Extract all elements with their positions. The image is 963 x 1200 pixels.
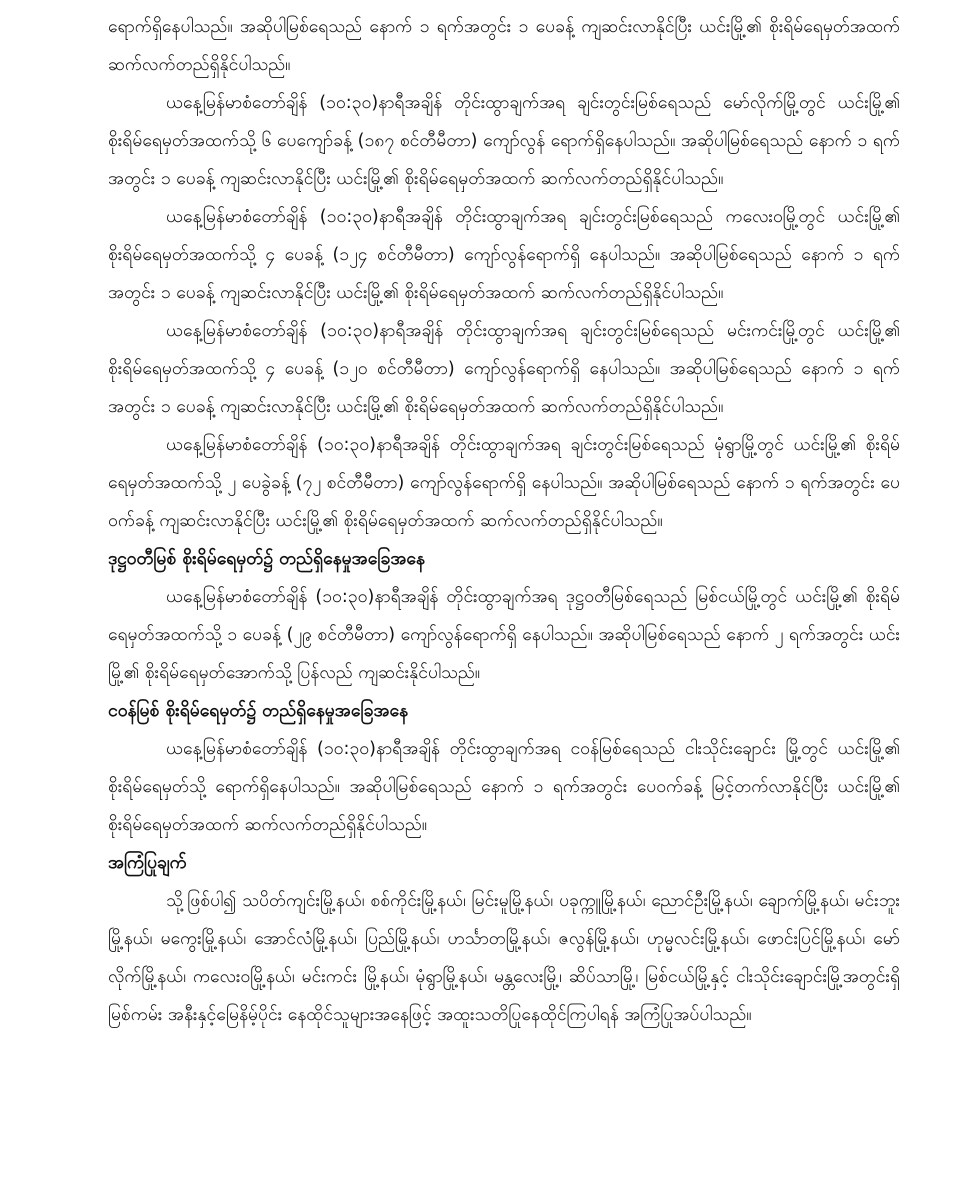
paragraph-dokhtawady-myitnge: ယနေ့မြန်မာစံတော်ချိန် (၁၀:၃၀)နာရီအချိန် တိုင်းထွာချက်အရ ဒုဋ္ဌဝတီမြစ်ရေသည် မြစ်ငယ်မြို့တွင် ယင်းမြို့၏ စိုးရိမ်ရေမှတ်အထက်သို့ ၁ ပေခန့် (၂၉ စင်တီမီတာ) ကျော်လွန်ရောက်ရှိ နေပါသည်။ အဆိုပါမြစ်ရေသည် နောက် ၂ ရက်အတွင်း ယင်းမြို့၏ စိုးရိမ်ရေမှတ်အောက်သို့ ပြန်လည် ကျဆင်းနိုင်ပါသည်။ bbox=[108, 587, 900, 683]
paragraph-chindwin-kalewa: ယနေ့မြန်မာစံတော်ချိန် (၁၀:၃၀)နာရီအချိန် တိုင်းထွာချက်အရ ချင်းတွင်းမြစ်ရေသည် ကလေးဝမြို့တွင် ယင်းမြို့၏ စိုးရိမ်ရေမှတ်အထက်သို့ ၄ ပေခန့် (၁၂၄ စင်တီမီတာ) ကျော်လွန်ရောက်ရှိ နေပါသည်။ အဆိုပါမြစ်ရေသည် နောက် ၁ ရက်အတွင်း ၁ ပေခန့် ကျဆင်းလာနိုင်ပြီး ယင်းမြို့၏ စိုးရိမ်ရေမှတ်အထက် ဆက်လက်တည်ရှိနိုင်ပါသည်။ bbox=[108, 207, 900, 303]
section-heading-dokhtawady: ဒုဋ္ဌဝတီမြစ် စိုးရိမ်ရေမှတ်၌ တည်ရှိနေမှုအခြေအနေ bbox=[108, 549, 425, 569]
document-page bbox=[108, 8, 900, 1034]
paragraph-ngawun-ngathaingchaung: ယနေ့မြန်မာစံတော်ချိန် (၁၀:၃၀)နာရီအချိန် တိုင်းထွာချက်အရ ငဝန်မြစ်ရေသည် ငါးသိုင်းချောင်း မြို့တွင် ယင်းမြို့၏ စိုးရိမ်ရေမှတ်သို့ ရောက်ရှိနေပါသည်။ အဆိုပါမြစ်ရေသည် နောက် ၁ ရက်အတွင်း ပေဝက်ခန့် မြင့်တက်လာနိုင်ပြီး ယင်းမြို့၏ စိုးရိမ်ရေမှတ်အထက် ဆက်လက်တည်ရှိနိုင်ပါသည်။ bbox=[108, 739, 900, 835]
paragraph-chindwin-continuation: ရောက်ရှိနေပါသည်။ အဆိုပါမြစ်ရေသည် နောက် ၁ ရက်အတွင်း ၁ ပေခန့် ကျဆင်းလာနိုင်ပြီး ယင်းမြို့၏ စိုးရိမ်ရေမှတ်အထက် ဆက်လက်တည်ရှိနိုင်ပါသည်။ bbox=[108, 17, 900, 75]
paragraph-chindwin-monywa: ယနေ့မြန်မာစံတော်ချိန် (၁၀:၃၀)နာရီအချိန် တိုင်းထွာချက်အရ ချင်းတွင်းမြစ်ရေသည် မုံရွာမြို့တွင် ယင်းမြို့၏ စိုးရိမ်ရေမှတ်အထက်သို့ ၂ ပေခွဲခန့် (၇၂ စင်တီမီတာ) ကျော်လွန်ရောက်ရှိ နေပါသည်။ အဆိုပါမြစ်ရေသည် နောက် ၁ ရက်အတွင်း ပေဝက်ခန့် ကျဆင်းလာနိုင်ပြီး ယင်းမြို့၏ စိုးရိမ်ရေမှတ်အထက် ဆက်လက်တည်ရှိနိုင်ပါသည်။ bbox=[108, 435, 900, 531]
paragraph-advice: သို့ဖြစ်ပါ၍ သပိတ်ကျင်းမြို့နယ်၊ စစ်ကိုင်းမြို့နယ်၊ မြင်းမူမြို့နယ်၊ ပခုက္ကူမြို့နယ်၊ ညောင်ဦးမြို့နယ်၊ ချောက်မြို့နယ်၊ မင်းဘူးမြို့နယ်၊ မကွေးမြို့နယ်၊ အောင်လံမြို့နယ်၊ ပြည်မြို့နယ်၊ ဟင်္သာတမြို့နယ်၊ ဇလွန်မြို့နယ်၊ ဟုမ္မလင်းမြို့နယ်၊ ဖောင်းပြင်မြို့နယ်၊ မော်လိုက်မြို့နယ်၊ ကလေးဝမြို့နယ်၊ မင်းကင်း မြို့နယ်၊ မုံရွာမြို့နယ်၊ မန္တလေးမြို့၊ ဆိပ်သာမြို့၊ မြစ်ငယ်မြို့နှင့် ငါးသိုင်းချောင်းမြို့အတွင်းရှိ မြစ်ကမ်း အနီးနှင့်မြေနိမ့်ပိုင်း နေထိုင်သူများအနေဖြင့် အထူးသတိပြုနေထိုင်ကြပါရန် အကြံပြုအပ်ပါသည်။ bbox=[108, 891, 900, 1025]
section-heading-advice: အကြံပြုချက် bbox=[108, 853, 187, 873]
paragraph-chindwin-mingin: ယနေ့မြန်မာစံတော်ချိန် (၁၀:၃၀)နာရီအချိန် တိုင်းထွာချက်အရ ချင်းတွင်းမြစ်ရေသည် မင်းကင်းမြို့တွင် ယင်းမြို့၏ စိုးရိမ်ရေမှတ်အထက်သို့ ၄ ပေခန့် (၁၂၀ စင်တီမီတာ) ကျော်လွန်ရောက်ရှိ နေပါသည်။ အဆိုပါမြစ်ရေသည် နောက် ၁ ရက်အတွင်း ၁ ပေခန့် ကျဆင်းလာနိုင်ပြီး ယင်းမြို့၏ စိုးရိမ်ရေမှတ်အထက် ဆက်လက်တည်ရှိနိုင်ပါသည်။ bbox=[108, 321, 900, 417]
section-heading-ngawun: ငဝန်မြစ် စိုးရိမ်ရေမှတ်၌ တည်ရှိနေမှုအခြေအနေ bbox=[108, 701, 409, 721]
paragraph-chindwin-mawlaik: ယနေ့မြန်မာစံတော်ချိန် (၁၀:၃၀)နာရီအချိန် တိုင်းထွာချက်အရ ချင်းတွင်းမြစ်ရေသည် မော်လိုက်မြို့တွင် ယင်းမြို့၏ စိုးရိမ်ရေမှတ်အထက်သို့ ၆ ပေကျော်ခန့် (၁၈၇ စင်တီမီတာ) ကျော်လွန် ရောက်ရှိနေပါသည်။ အဆိုပါမြစ်ရေသည် နောက် ၁ ရက်အတွင်း ၁ ပေခန့် ကျဆင်းလာနိုင်ပြီး ယင်းမြို့၏ စိုးရိမ်ရေမှတ်အထက် ဆက်လက်တည်ရှိနိုင်ပါသည်။ bbox=[108, 93, 900, 189]
